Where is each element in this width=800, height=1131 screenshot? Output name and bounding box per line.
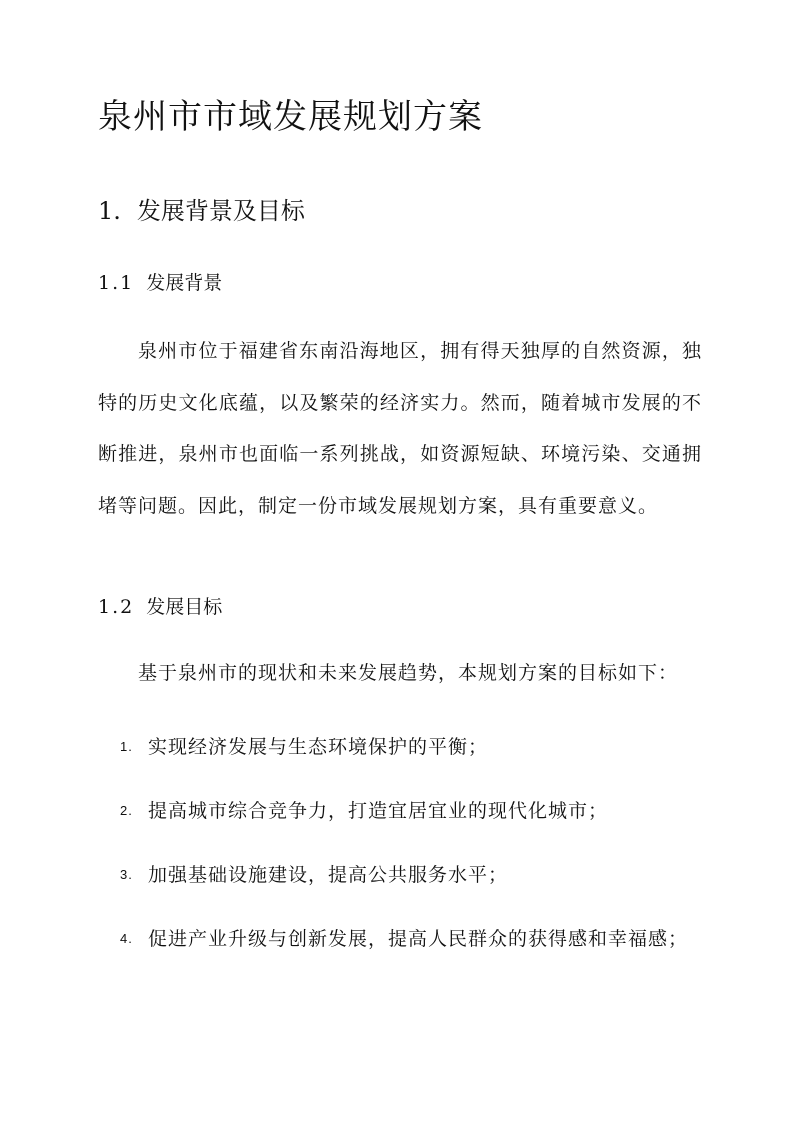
list-marker: 4. [120,931,133,946]
list-marker: 2. [120,803,133,818]
list-item [98,843,702,907]
section-heading-1 [98,193,305,229]
list-item-text: 提高城市综合竞争力，打造宜居宜业的现代化城市； [148,800,609,822]
subsection-number: 1.2 [98,596,135,618]
subsection-heading-1-2 [98,592,222,622]
subsection-heading-text: 发展目标 [146,596,223,618]
list-item-text: 加强基础设施建设，提高公共服务水平； [148,864,509,886]
subsection-number: 1.1 [98,272,135,294]
goals-intro-paragraph: 基于泉州市的现状和未来发展趋势，本规划方案的目标如下： [138,662,679,684]
section-number: 1. [98,197,121,225]
list-item-text: 实现经济发展与生态环境保护的平衡； [148,736,489,758]
list-item [98,715,702,779]
list-marker: 1. [120,739,133,754]
document-title: 泉州市市域发展规划方案 [98,97,483,137]
list-item-text: 促进产业升级与创新发展，提高人民群众的获得感和幸福感； [148,928,689,950]
section-heading-text: 发展背景及目标 [136,197,305,225]
goals-list [98,715,702,961]
subsection-heading-1-1 [98,268,222,298]
list-item [98,907,702,961]
background-paragraph: 泉州市位于福建省东南沿海地区，拥有得天独厚的自然资源，独特的历史文化底蕴，以及繁荣的经济实力。然而，随着城市发展的不断推进，泉州市也面临一系列挑战，如资源短缺、环境污染、交通拥堵等问题。因此，制定一份市域发展规划方案，具有重要意义。 [98,340,702,517]
list-marker: 3. [120,867,133,882]
list-item [98,779,702,843]
subsection-heading-text: 发展背景 [146,272,223,294]
